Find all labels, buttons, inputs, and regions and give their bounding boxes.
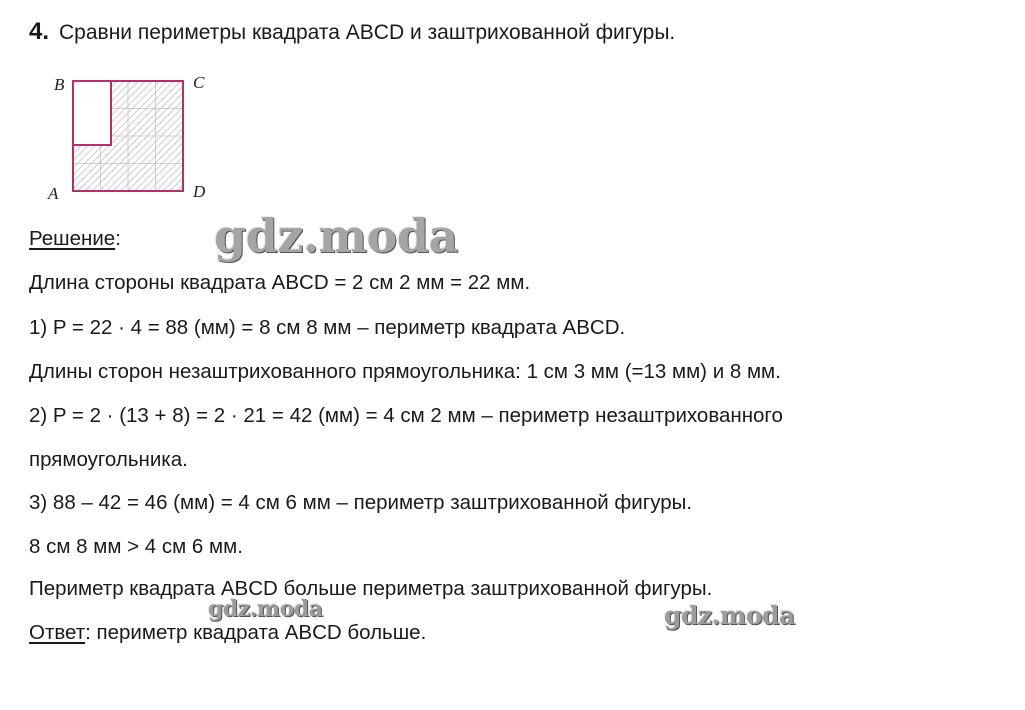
unhatched-rectangle	[73, 81, 111, 145]
vertex-c-label: C	[193, 73, 205, 92]
solution-heading	[29, 226, 121, 252]
watermark-large: gdz.moda	[214, 209, 458, 263]
task-statement: Сравни периметры квадрата ABCD и заштрихованной фигуры.	[59, 21, 676, 44]
watermark-small-right: gdz.moda	[664, 601, 795, 630]
solution-line-3: Длины сторон незаштрихованного прямоугольника: 1 см 3 мм (=13 мм) и 8 мм.	[29, 360, 781, 383]
watermark-small-left: gdz.moda	[208, 596, 323, 622]
solution-line-8: Периметр квадрата ABCD больше периметра заштрихованной фигуры.	[29, 577, 713, 600]
solution-line-2: 1) P = 22 · 4 = 88 (мм) = 8 см 8 мм – периметр квадрата ABCD.	[29, 316, 626, 339]
answer-label: Ответ	[29, 621, 86, 644]
answer-line	[29, 620, 426, 646]
task-header	[29, 14, 675, 51]
solution-line-5: прямоугольника.	[29, 448, 188, 471]
task-number: 4.	[29, 18, 50, 45]
square-abcd-figure	[40, 66, 220, 206]
vertex-b-label: B	[54, 75, 65, 94]
solution-line-1: Длина стороны квадрата ABCD = 2 см 2 мм = 22 мм.	[29, 271, 531, 294]
vertex-d-label: D	[193, 182, 206, 201]
solution-heading-colon: :	[115, 227, 121, 250]
solution-line-4: 2) P = 2 · (13 + 8) = 2 · 21 = 42 (мм) = 4 см 2 мм – периметр незаштрихованного	[29, 404, 783, 427]
solution-heading-label: Решение	[29, 227, 116, 250]
solution-line-7: 8 см 8 мм > 4 см 6 мм.	[29, 535, 243, 558]
answer-text: : периметр квадрата ABCD больше.	[85, 621, 427, 644]
vertex-a-label: A	[48, 184, 59, 203]
square-diagram	[40, 66, 220, 206]
solution-line-6: 3) 88 – 42 = 46 (мм) = 4 см 6 мм – периметр заштрихованной фигуры.	[29, 491, 693, 514]
